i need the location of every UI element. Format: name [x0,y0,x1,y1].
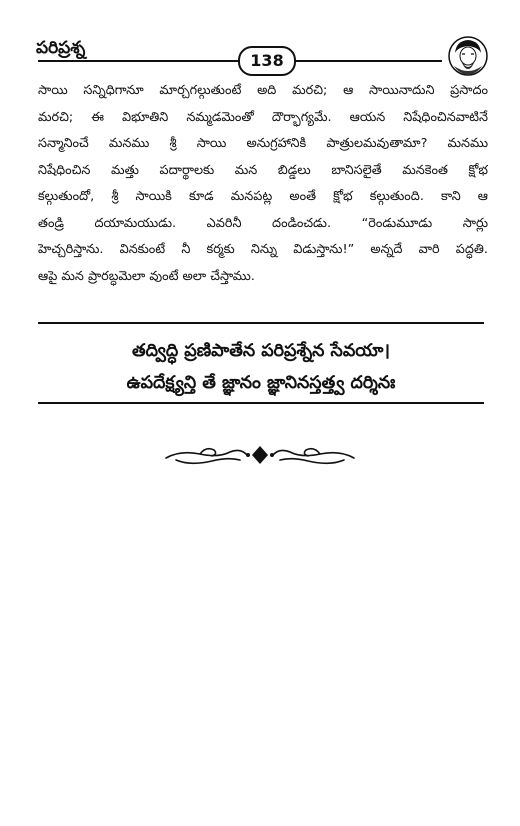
body-line: హెచ్చరిస్తాను. వినకుంటే నీ కర్మకు నిన్ను విడుస్తాను!” అన్నదే వారి పద్ధతి. [38,242,488,257]
page-header [36,36,488,80]
body-paragraph [38,78,488,290]
verse-bottom-rule [38,402,484,404]
saint-portrait-icon [448,36,488,76]
floral-divider-ornament [160,440,360,470]
body-line: తండ్రి దయామయుడు. ఎవరినీ దండించడు. “రెండుమూడు సార్లు [38,215,488,231]
verse-line-1: తద్విద్ధి ప్రణిపాతేన పరిప్రశ్నేన సేవయా। [131,341,391,361]
verse-line-2: ఉపదేక్ష్యన్తి తే జ్ఞానం జ్ఞానినస్తత్త్వ దర్శినః [126,373,396,393]
body-line: కల్గుతుందో, శ్రీ సాయికి కూడ మనపట్ల అంతే క్షోభ కల్గుతుంది. కాని ఆ [38,189,488,204]
body-line: ఆపై మన ప్రారబ్ధమెలా వుంటే అలా చేస్తాము. [38,268,255,284]
sanskrit-verse [38,335,484,399]
body-line: మరచి; ఈ విభూతిని నమ్మడమెంతో దౌర్భాగ్యమే. ఆయన నిషేధించినవాటినే [38,109,488,125]
body-line: సాయి సన్నిధిగానూ మార్చగల్గుతుంటే అది మరచి; ఆ సాయినాదుని ప్రసాదం [38,83,488,98]
body-line: సన్మానించే మనము శ్రీ సాయి అనుగ్రహానికి పాత్రులమవుతామా? మనము [38,136,488,151]
body-line: నిషేధించిన మత్తు పదార్థాలకు మన బిడ్డలు బానిసలైతే మనకెంత క్షోభ [38,162,488,178]
page-number-badge: 138 [238,46,296,76]
verse-top-rule [38,322,484,324]
running-title: పరిప్రశ్న [36,38,86,58]
